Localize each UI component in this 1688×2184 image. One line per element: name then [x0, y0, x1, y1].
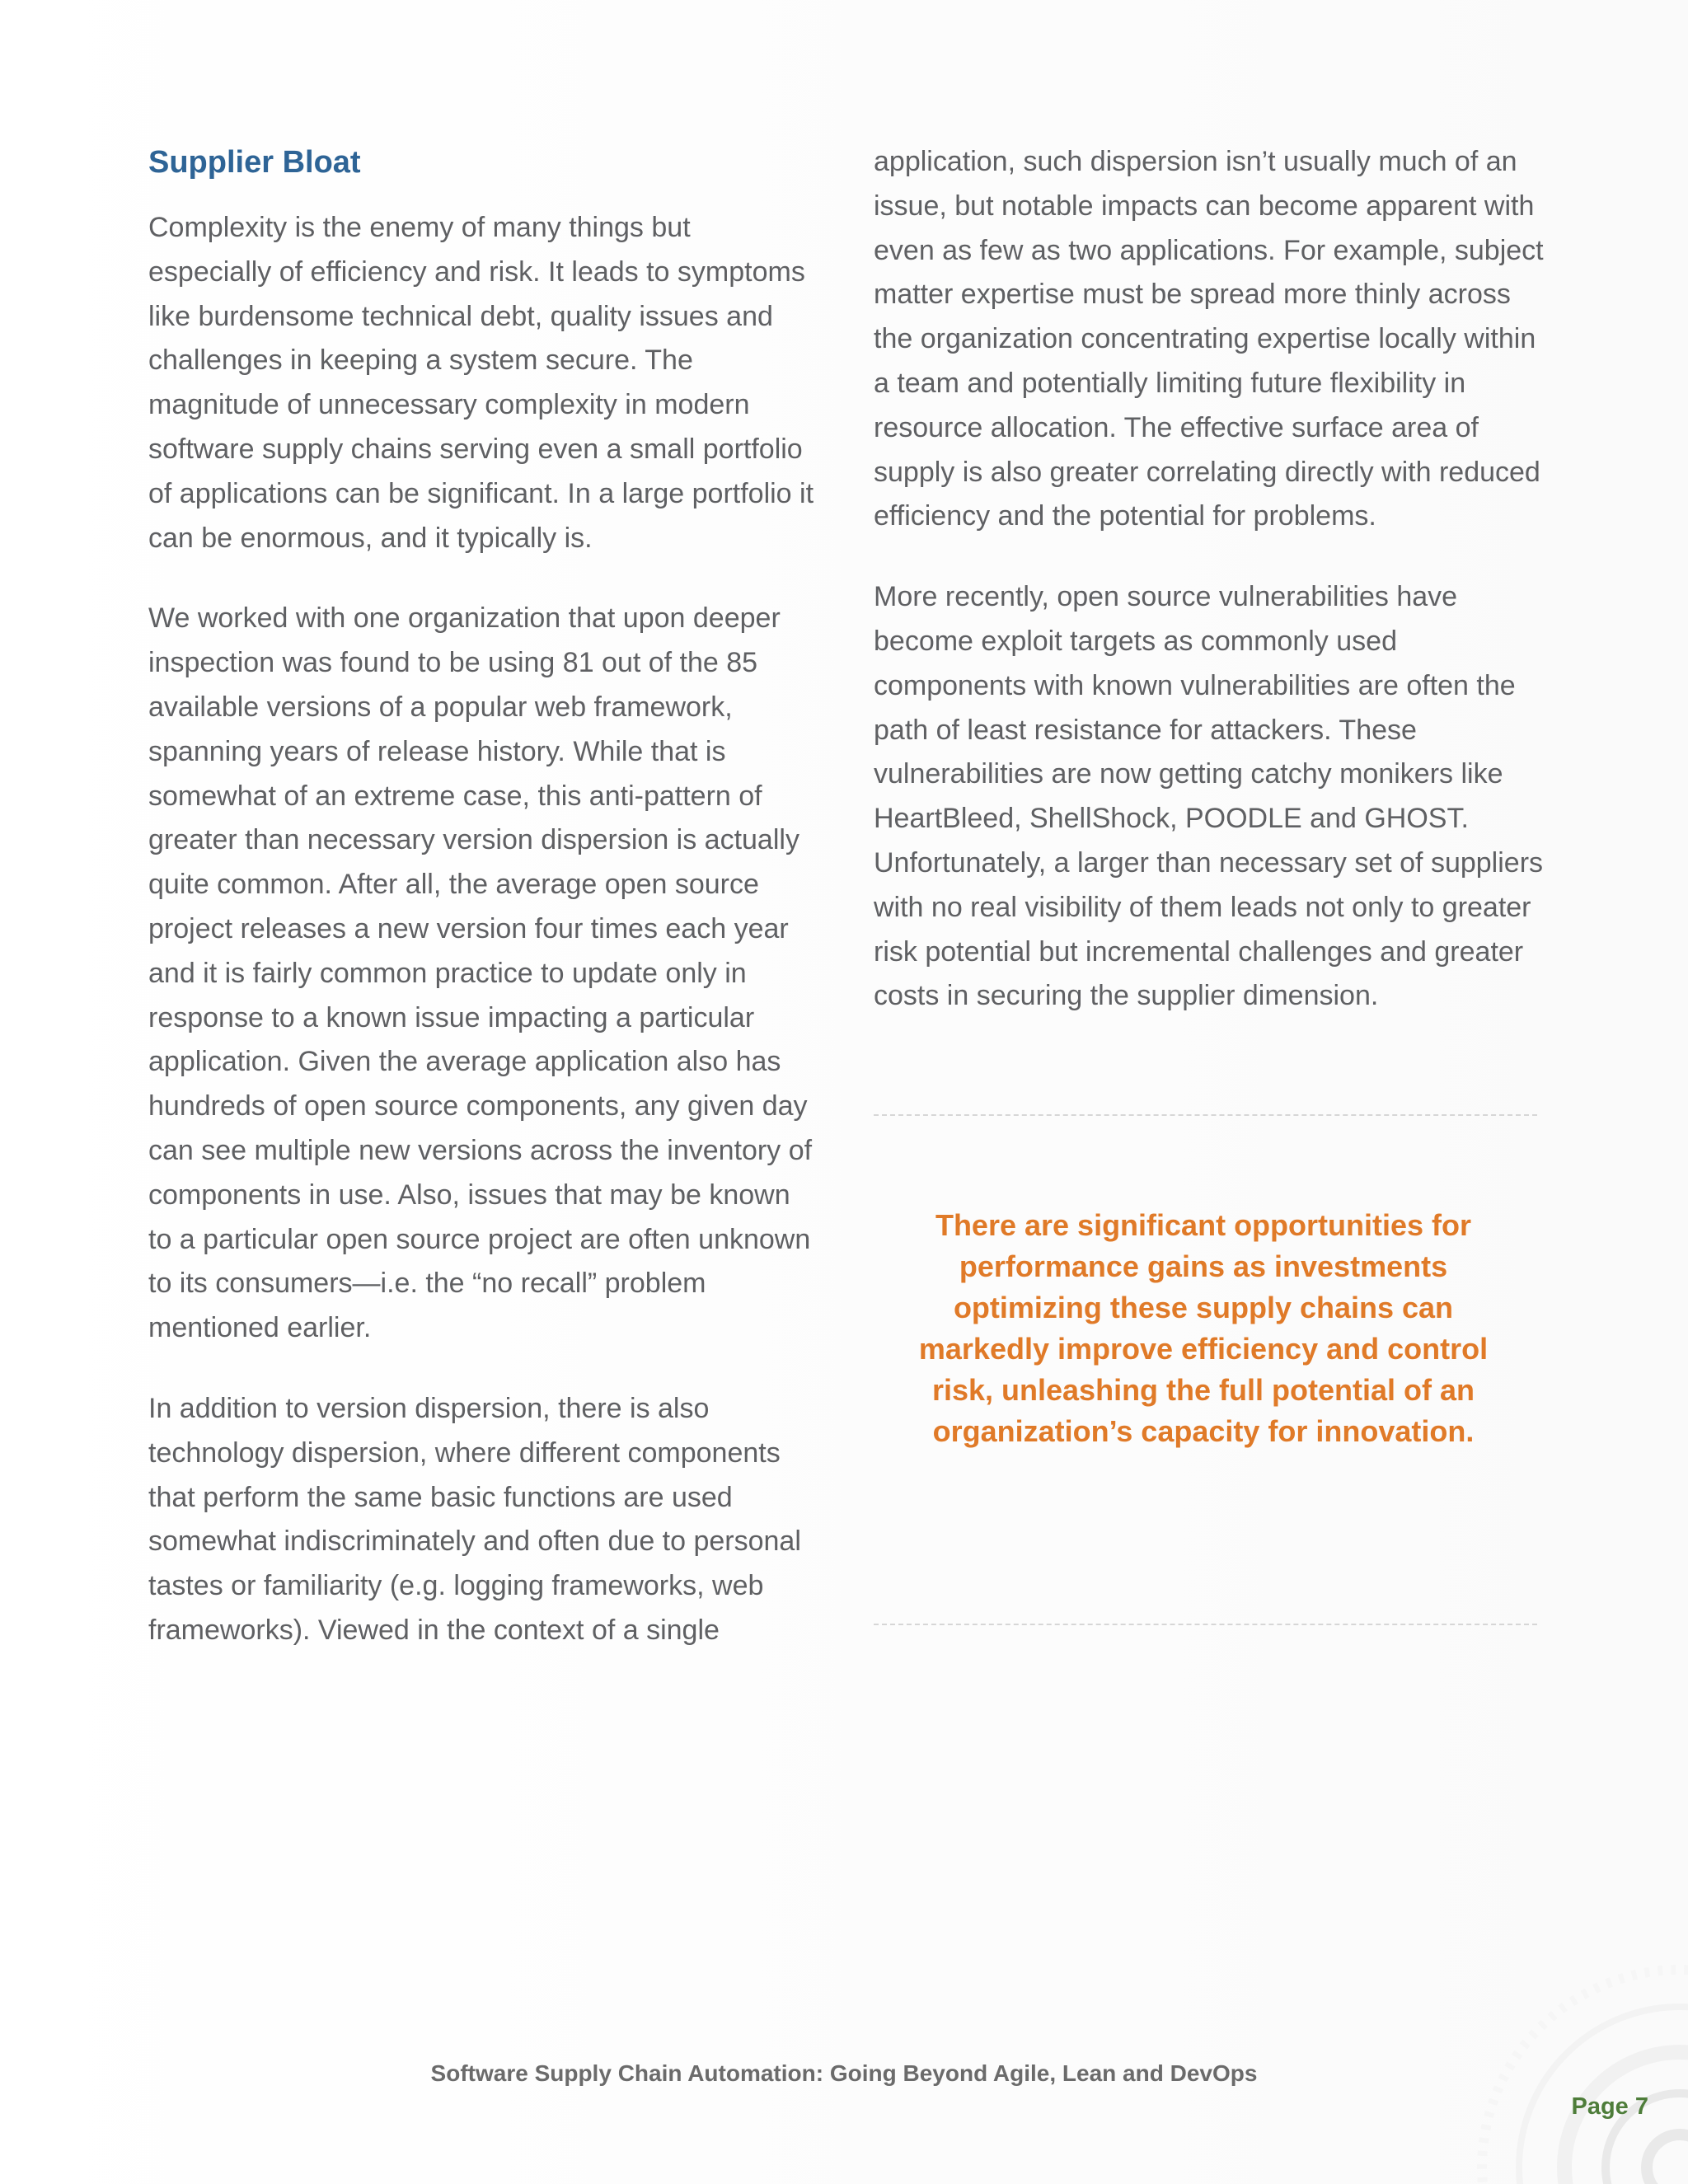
right-column: [874, 140, 1550, 1055]
left-column: [148, 140, 820, 1690]
pullquote: There are significant opportunities for performance gains as investments optimizing these supply chains can markedly improve efficiency and control risk, unleashing the full potential of an organization’s capacity for innovation.: [918, 1208, 1489, 1448]
body-paragraph-4: application, such dispersion isn’t usually much of an issue, but notable impacts can become apparent with even as few as two applications. For example, subject matter expertise must be spread more thinly across the organization concentrating expertise locally within a team and potentially limiting future flexibility in resource allocation. The effective surface area of supply is also greater correlating directly with reduced efficiency and the potential for problems.: [874, 146, 1544, 532]
pullquote-divider-bottom: [874, 1624, 1537, 1625]
section-heading: Supplier Bloat: [148, 145, 361, 180]
body-paragraph-1: Complexity is the enemy of many things but especially of efficiency and risk. It leads to symptoms like burdensome technical debt, quality issues and challenges in keeping a system secure. The magnitude of unnecessary complexity in modern software supply chains serving even a small portfolio of applications can be significant. In a large portfolio it can be enormous, and it typically is.: [148, 212, 814, 554]
body-paragraph-2: We worked with one organization that upon deeper inspection was found to be using 81 out of the 85 available versions of a popular web framework, spanning years of release history. While that is somewhat of an extreme case, this anti-pattern of greater than necessary version dispersion is actually quite common. After all, the average open source project releases a new version four times each year and it is fairly common practice to update only in response to a known issue impacting a particular application. Given the average application also has hundreds of open source components, any given day can see multiple new versions across the inventory of components in use. Also, issues that may be known to a particular open source project are often unknown to its consumers—i.e. the “no recall” problem mentioned earlier.: [148, 602, 813, 1344]
concentric-circles-graphic: [1474, 1871, 1688, 2184]
pullquote-divider-top: [874, 1114, 1537, 1116]
body-paragraph-5: More recently, open source vulnerabilities have become exploit targets as commonly used components with known vulnerabilities are often the path of least resistance for attackers. These vulnerabilities are now getting catchy monikers like HeartBleed, ShellShock, POODLE and GHOST. Unfortunately, a larger than necessary set of suppliers with no real visibility of them leads not only to greater risk potential but incremental challenges and greater costs in securing the supplier dimension.: [874, 581, 1544, 1012]
footer-document-title: Software Supply Chain Automation: Going Beyond Agile, Lean and DevOps: [430, 2060, 1258, 2086]
body-paragraph-3: In addition to version dispersion, there is also technology dispersion, where different components that perform the same basic functions are used somewhat indiscriminately and often due to personal tastes or familiarity (e.g. logging frameworks, web frameworks). Viewed in the context of a single: [148, 1392, 801, 1646]
page-number: Page 7: [1571, 2093, 1648, 2120]
